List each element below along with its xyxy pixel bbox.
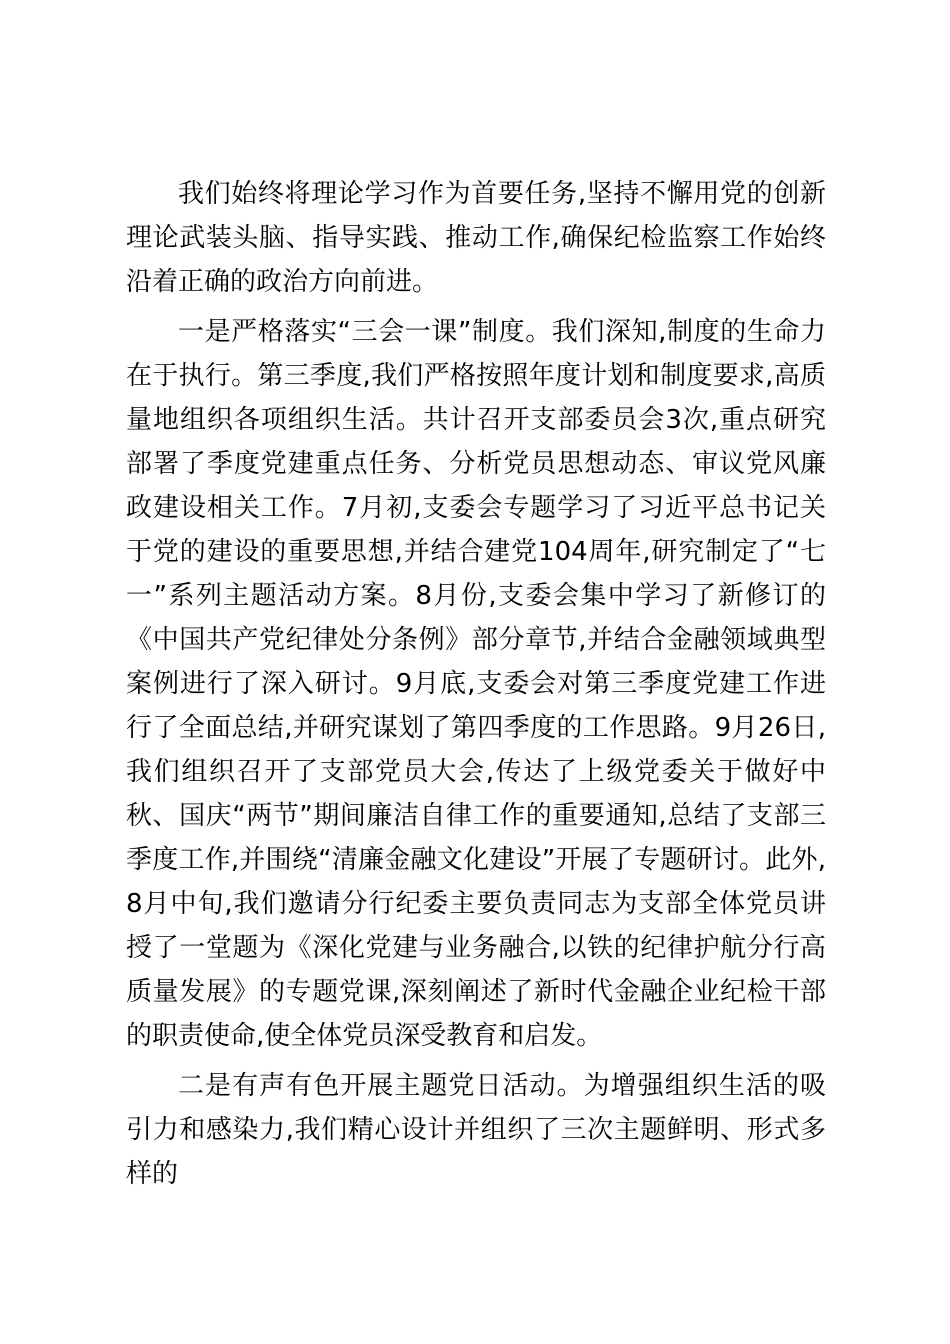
- paragraph-three-meetings-one-lesson: 一是严格落实“三会一课”制度。我们深知,制度的生命力在于执行。第三季度,我们严格按照年度计划和制度要求,高质量地组织各项组织生活。共计召开支部委员会3次,重点研究部署了季度党建重点任务、分析党员思想动态、审议党风廉政建设相关工作。7月初,支委会专题学习了习近平总书记关于党的建设的重要思想,并结合建党104周年,研究制定了“七一”系列主题活动方案。8月份,支委会集中学习了新修订的《中国共产党纪律处分条例》部分章节,并结合金融领域典型案例进行了深入研讨。9月底,支委会对第三季度党建工作进行了全面总结,并研究谋划了第四季度的工作思路。9月26日,我们组织召开了支部党员大会,传达了上级党委关于做好中秋、国庆“两节”期间廉洁自律工作的重要通知,总结了支部三季度工作,并围绕“清廉金融文化建设”开展了专题研讨。此外,8月中旬,我们邀请分行纪委主要负责同志为支部全体党员讲授了一堂题为《深化党建与业务融合,以铁的纪律护航分行高质量发展》的专题党课,深刻阐述了新时代金融企业纪检干部的职责使命,使全体党员深受教育和启发。: [126, 317, 826, 1051]
- paragraph-theory-study: 我们始终将理论学习作为首要任务,坚持不懈用党的创新理论武装头脑、指导实践、推动工作,确保纪检监察工作始终沿着正确的政治方向前进。: [126, 179, 826, 297]
- paragraph-party-day-activities: 二是有声有色开展主题党日活动。为增强组织生活的吸引力和感染力,我们精心设计并组织了三次主题鲜明、形式多样的: [126, 1071, 826, 1189]
- document-body: [126, 172, 826, 1202]
